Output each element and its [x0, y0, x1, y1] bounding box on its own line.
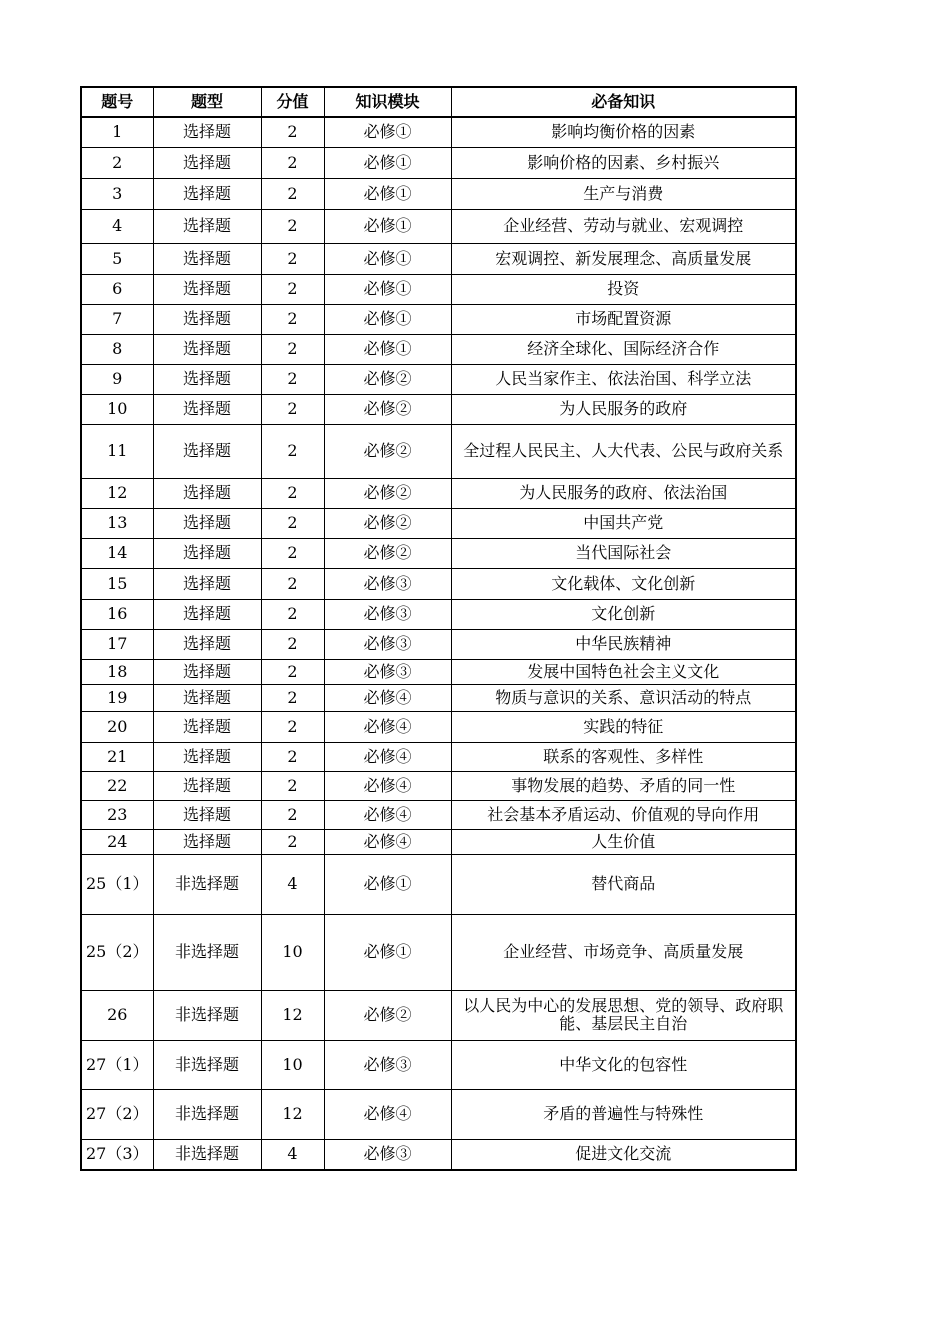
question-number-cell: 3 — [81, 178, 153, 209]
question-number-cell: 15 — [81, 568, 153, 599]
question-number-cell: 23 — [81, 800, 153, 829]
module-cell: 必修① — [324, 304, 451, 334]
score-cell: 2 — [261, 147, 324, 178]
knowledge-cell: 影响均衡价格的因素 — [451, 117, 796, 147]
score-cell: 2 — [261, 334, 324, 364]
module-cell: 必修② — [324, 424, 451, 478]
question-number-cell: 11 — [81, 424, 153, 478]
knowledge-cell: 人民当家作主、依法治国、科学立法 — [451, 364, 796, 394]
module-cell: 必修② — [324, 364, 451, 394]
module-cell: 必修② — [324, 990, 451, 1040]
score-cell: 2 — [261, 117, 324, 147]
module-cell: 必修④ — [324, 771, 451, 800]
module-cell: 必修④ — [324, 742, 451, 771]
table-row — [81, 147, 796, 178]
question-number-cell: 10 — [81, 394, 153, 424]
score-cell: 2 — [261, 599, 324, 629]
question-number-cell: 25（1） — [81, 854, 153, 914]
table-row — [81, 771, 796, 800]
knowledge-cell: 宏观调控、新发展理念、高质量发展 — [451, 243, 796, 274]
score-cell: 2 — [261, 538, 324, 568]
knowledge-table — [80, 86, 797, 1171]
question-type-cell: 选择题 — [153, 629, 261, 659]
question-number-cell: 12 — [81, 478, 153, 508]
question-type-cell: 非选择题 — [153, 1139, 261, 1170]
knowledge-cell: 矛盾的普遍性与特殊性 — [451, 1089, 796, 1139]
module-cell: 必修② — [324, 394, 451, 424]
table-row — [81, 209, 796, 243]
table-row — [81, 1139, 796, 1170]
module-cell: 必修② — [324, 508, 451, 538]
table-row — [81, 334, 796, 364]
knowledge-cell: 生产与消费 — [451, 178, 796, 209]
question-type-cell: 选择题 — [153, 178, 261, 209]
question-number-cell: 5 — [81, 243, 153, 274]
score-cell: 10 — [261, 914, 324, 990]
question-type-cell: 选择题 — [153, 364, 261, 394]
module-cell: 必修① — [324, 147, 451, 178]
score-cell: 2 — [261, 711, 324, 742]
module-cell: 必修① — [324, 854, 451, 914]
question-number-cell: 20 — [81, 711, 153, 742]
question-number-cell: 17 — [81, 629, 153, 659]
table-row — [81, 800, 796, 829]
module-cell: 必修① — [324, 274, 451, 304]
question-number-cell: 24 — [81, 829, 153, 854]
module-cell: 必修① — [324, 209, 451, 243]
question-type-cell: 选择题 — [153, 304, 261, 334]
question-number-cell: 19 — [81, 684, 153, 711]
question-number-cell: 27（1） — [81, 1040, 153, 1089]
score-cell: 2 — [261, 424, 324, 478]
question-type-cell: 选择题 — [153, 800, 261, 829]
table-row — [81, 538, 796, 568]
module-cell: 必修④ — [324, 800, 451, 829]
question-type-cell: 选择题 — [153, 659, 261, 684]
score-cell: 2 — [261, 394, 324, 424]
module-cell: 必修① — [324, 914, 451, 990]
question-type-cell: 选择题 — [153, 538, 261, 568]
table-row — [81, 742, 796, 771]
table-row — [81, 1089, 796, 1139]
header-knowledge-module: 知识模块 — [324, 87, 451, 117]
knowledge-cell: 文化创新 — [451, 599, 796, 629]
question-type-cell: 选择题 — [153, 243, 261, 274]
question-number-cell: 25（2） — [81, 914, 153, 990]
question-number-cell: 1 — [81, 117, 153, 147]
table-row — [81, 304, 796, 334]
question-type-cell: 选择题 — [153, 711, 261, 742]
question-number-cell: 13 — [81, 508, 153, 538]
question-type-cell: 选择题 — [153, 771, 261, 800]
score-cell: 2 — [261, 478, 324, 508]
module-cell: 必修① — [324, 334, 451, 364]
question-number-cell: 8 — [81, 334, 153, 364]
module-cell: 必修③ — [324, 568, 451, 599]
knowledge-cell: 事物发展的趋势、矛盾的同一性 — [451, 771, 796, 800]
question-number-cell: 9 — [81, 364, 153, 394]
table-row — [81, 1040, 796, 1089]
module-cell: 必修④ — [324, 829, 451, 854]
module-cell: 必修③ — [324, 659, 451, 684]
module-cell: 必修② — [324, 538, 451, 568]
score-cell: 2 — [261, 508, 324, 538]
table-row — [81, 394, 796, 424]
question-type-cell: 选择题 — [153, 742, 261, 771]
question-number-cell: 7 — [81, 304, 153, 334]
table-row — [81, 568, 796, 599]
table-row — [81, 684, 796, 711]
score-cell: 2 — [261, 304, 324, 334]
score-cell: 2 — [261, 364, 324, 394]
score-cell: 2 — [261, 568, 324, 599]
knowledge-cell: 人生价值 — [451, 829, 796, 854]
score-cell: 2 — [261, 659, 324, 684]
table-row — [81, 274, 796, 304]
header-question-type: 题型 — [153, 87, 261, 117]
score-cell: 12 — [261, 1089, 324, 1139]
table-header-row — [81, 87, 796, 117]
knowledge-cell: 经济全球化、国际经济合作 — [451, 334, 796, 364]
knowledge-cell: 物质与意识的关系、意识活动的特点 — [451, 684, 796, 711]
knowledge-cell: 社会基本矛盾运动、价值观的导向作用 — [451, 800, 796, 829]
question-number-cell: 18 — [81, 659, 153, 684]
knowledge-cell: 中华文化的包容性 — [451, 1040, 796, 1089]
score-cell: 2 — [261, 243, 324, 274]
table-row — [81, 424, 796, 478]
question-type-cell: 非选择题 — [153, 914, 261, 990]
knowledge-cell: 发展中国特色社会主义文化 — [451, 659, 796, 684]
score-cell: 4 — [261, 1139, 324, 1170]
table-row — [81, 243, 796, 274]
question-number-cell: 22 — [81, 771, 153, 800]
score-cell: 2 — [261, 209, 324, 243]
question-number-cell: 27（2） — [81, 1089, 153, 1139]
knowledge-cell: 实践的特征 — [451, 711, 796, 742]
question-type-cell: 非选择题 — [153, 1089, 261, 1139]
question-type-cell: 选择题 — [153, 684, 261, 711]
question-number-cell: 16 — [81, 599, 153, 629]
table-row — [81, 178, 796, 209]
module-cell: 必修① — [324, 117, 451, 147]
question-type-cell: 非选择题 — [153, 854, 261, 914]
question-number-cell: 4 — [81, 209, 153, 243]
knowledge-cell: 当代国际社会 — [451, 538, 796, 568]
question-type-cell: 选择题 — [153, 478, 261, 508]
header-score: 分值 — [261, 87, 324, 117]
score-cell: 2 — [261, 629, 324, 659]
module-cell: 必修① — [324, 178, 451, 209]
module-cell: 必修④ — [324, 1089, 451, 1139]
knowledge-cell: 为人民服务的政府、依法治国 — [451, 478, 796, 508]
score-cell: 2 — [261, 684, 324, 711]
question-type-cell: 选择题 — [153, 117, 261, 147]
question-number-cell: 26 — [81, 990, 153, 1040]
score-cell: 2 — [261, 829, 324, 854]
knowledge-cell: 投资 — [451, 274, 796, 304]
module-cell: 必修③ — [324, 1040, 451, 1089]
question-type-cell: 选择题 — [153, 334, 261, 364]
question-type-cell: 选择题 — [153, 568, 261, 599]
knowledge-cell: 联系的客观性、多样性 — [451, 742, 796, 771]
module-cell: 必修④ — [324, 711, 451, 742]
table-row — [81, 854, 796, 914]
question-number-cell: 14 — [81, 538, 153, 568]
table-row — [81, 914, 796, 990]
table-row — [81, 629, 796, 659]
score-cell: 2 — [261, 274, 324, 304]
table-row — [81, 599, 796, 629]
table-row — [81, 659, 796, 684]
question-type-cell: 选择题 — [153, 209, 261, 243]
knowledge-cell: 中华民族精神 — [451, 629, 796, 659]
question-type-cell: 选择题 — [153, 394, 261, 424]
knowledge-cell: 市场配置资源 — [451, 304, 796, 334]
module-cell: 必修① — [324, 243, 451, 274]
header-required-knowledge: 必备知识 — [451, 87, 796, 117]
knowledge-cell: 全过程人民民主、人大代表、公民与政府关系 — [451, 424, 796, 478]
module-cell: 必修③ — [324, 629, 451, 659]
score-cell: 2 — [261, 771, 324, 800]
score-cell: 4 — [261, 854, 324, 914]
question-type-cell: 选择题 — [153, 508, 261, 538]
score-cell: 2 — [261, 800, 324, 829]
knowledge-cell: 影响价格的因素、乡村振兴 — [451, 147, 796, 178]
table-row — [81, 117, 796, 147]
table-row — [81, 711, 796, 742]
question-number-cell: 21 — [81, 742, 153, 771]
question-number-cell: 2 — [81, 147, 153, 178]
knowledge-cell: 以人民为中心的发展思想、党的领导、政府职能、基层民主自治 — [451, 990, 796, 1040]
knowledge-cell: 文化载体、文化创新 — [451, 568, 796, 599]
table-row — [81, 829, 796, 854]
table-row — [81, 478, 796, 508]
knowledge-cell: 中国共产党 — [451, 508, 796, 538]
knowledge-cell: 企业经营、市场竞争、高质量发展 — [451, 914, 796, 990]
header-question-number: 题号 — [81, 87, 153, 117]
question-type-cell: 选择题 — [153, 274, 261, 304]
module-cell: 必修③ — [324, 1139, 451, 1170]
question-number-cell: 27（3） — [81, 1139, 153, 1170]
table-body — [81, 117, 796, 1170]
score-cell: 2 — [261, 742, 324, 771]
score-cell: 10 — [261, 1040, 324, 1089]
table-row — [81, 508, 796, 538]
question-type-cell: 选择题 — [153, 599, 261, 629]
knowledge-cell: 替代商品 — [451, 854, 796, 914]
knowledge-cell: 促进文化交流 — [451, 1139, 796, 1170]
module-cell: 必修② — [324, 478, 451, 508]
question-type-cell: 选择题 — [153, 424, 261, 478]
module-cell: 必修③ — [324, 599, 451, 629]
table-row — [81, 364, 796, 394]
question-type-cell: 选择题 — [153, 829, 261, 854]
table-row — [81, 990, 796, 1040]
question-type-cell: 非选择题 — [153, 1040, 261, 1089]
knowledge-cell: 为人民服务的政府 — [451, 394, 796, 424]
question-type-cell: 选择题 — [153, 147, 261, 178]
score-cell: 12 — [261, 990, 324, 1040]
question-number-cell: 6 — [81, 274, 153, 304]
question-type-cell: 非选择题 — [153, 990, 261, 1040]
score-cell: 2 — [261, 178, 324, 209]
module-cell: 必修④ — [324, 684, 451, 711]
knowledge-cell: 企业经营、劳动与就业、宏观调控 — [451, 209, 796, 243]
